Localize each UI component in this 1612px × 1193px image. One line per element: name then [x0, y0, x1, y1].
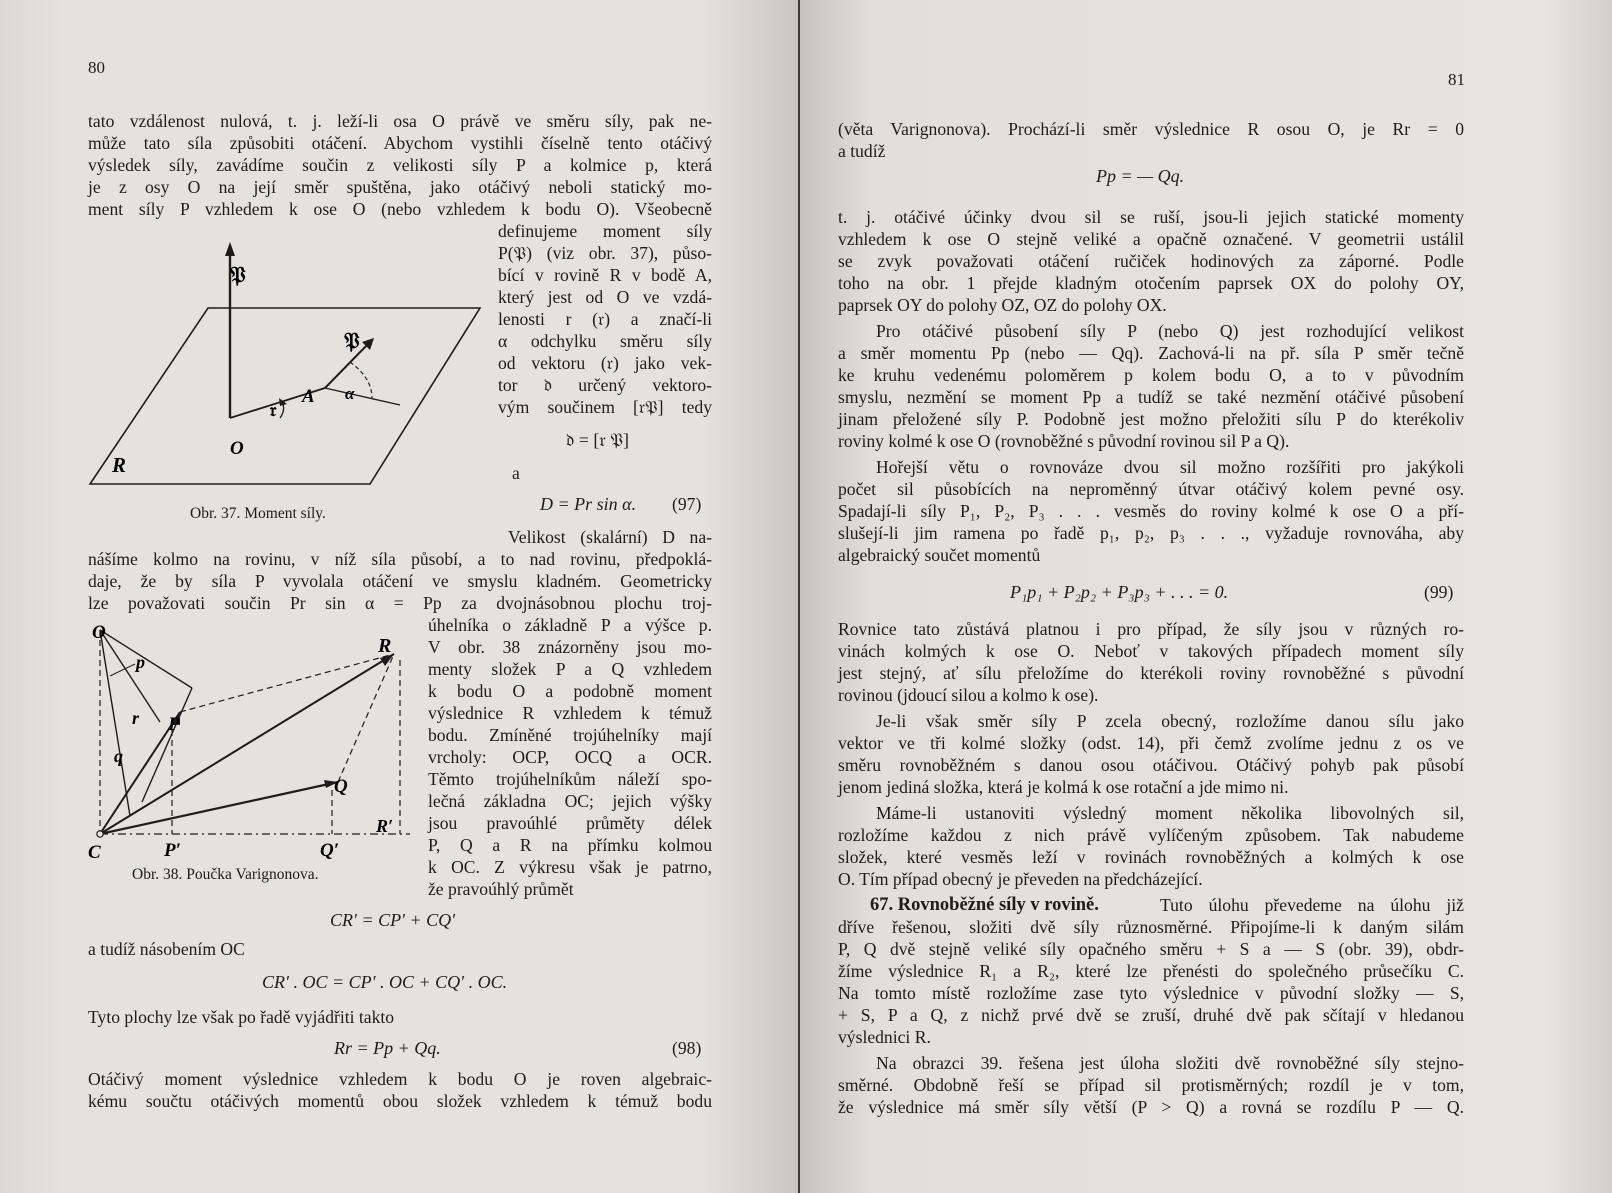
text-line: + S, P a Q, z nichž prvé dvě se zruší, druhé dvě pak sčítají v hledanou	[838, 1005, 1464, 1025]
text-line: lze považovati součin Pr sin α = Pp za dvojnásobnou plochu troj-	[88, 593, 712, 613]
page-number: 80	[88, 58, 105, 77]
equation-99: P₁p₁ + P₂p₂ + P₃p₃ + . . . = 0.	[1010, 582, 1229, 602]
fig38-label: O	[92, 622, 106, 643]
text-line: Na obrazci 39. řešena jest úloha složiti dvě rovnoběžné síly stejno-	[876, 1053, 1464, 1073]
fig37-label: α	[345, 384, 355, 403]
fig37-label: O	[230, 438, 244, 459]
equation-cr: CR′ = CP′ + CQ′	[330, 910, 456, 930]
page-number: 81	[1448, 70, 1465, 89]
text-line: může tato síla způsobiti otáčení. Abychom vystihli číselně tento otáčivý	[88, 133, 712, 153]
text-line: složek, které vesměs leží v rovinách rovnoběžných a kolmých k ose	[838, 847, 1464, 867]
text-line: výslednice R vzhledem k témuž	[428, 703, 712, 723]
text-line: Hořejší větu o rovnováze dvou sil možno rozšířiti pro jakýkoli	[876, 457, 1464, 477]
text-line: definujeme moment síly	[498, 221, 712, 241]
text-line: roviny kolmé k ose O (rovnoběžné s původní rovinou sil P a Q).	[838, 431, 1290, 451]
fig38-label: p	[136, 652, 145, 672]
fig38-label: R	[378, 635, 392, 657]
text-line: vektor ve tři kolmé složky (odst. 14), při čemž zvolíme jednu z os ve	[838, 733, 1464, 753]
fig37-label: A	[302, 386, 315, 407]
text-line: od vektoru (𝔯) jako vek-	[498, 353, 712, 373]
text-line: (věta Varignonova). Prochází-li směr výslednice R osou O, je Rr = 0	[838, 119, 1464, 139]
text-line: tor 𝔡 určený vektoro-	[498, 375, 712, 395]
text-line: a tudíž násobením OC	[88, 939, 245, 959]
text-line: P, Q a R na přímku kolmou	[428, 835, 712, 855]
text-line: slušejí-li jim ramena po řadě p₁, p₂, p₃ . . ., vyžaduje rovnováha, aby	[838, 523, 1464, 543]
text-line: daje, že by síla P vyvolala otáčení ve smyslu kladném. Geometricky	[88, 571, 712, 591]
equation-97: D = Pr sin α.	[540, 494, 637, 514]
fig38-label: Q′	[320, 840, 340, 861]
text-line: Tuto úlohu převedeme na úlohu již	[1160, 895, 1464, 915]
text-line: P(𝔓) (viz obr. 37), půso-	[498, 243, 712, 263]
text-line: V obr. 38 znázorněny jsou mo-	[428, 637, 712, 657]
text-line: jsou pravoúhlé průměty délek	[428, 813, 712, 833]
fig37-label: 𝔓	[230, 262, 246, 287]
text-line: který jest od O ve vzdá-	[498, 287, 712, 307]
text-line: počet sil působících na neproměnný útvar otáčivý kolem pevné osy.	[838, 479, 1464, 499]
fig38-label: P	[168, 714, 180, 735]
fig37-label: 𝔓	[344, 328, 360, 353]
fig37-label: R	[112, 453, 127, 477]
text-line: Těmto trojúhelníkům náleží spo-	[428, 769, 712, 789]
equation-98: Rr = Pp + Qq.	[334, 1038, 441, 1058]
text-line: nášíme kolmo na rovinu, v níž síla působí, a to nad rovinu, předpoklá-	[88, 549, 712, 569]
section-heading: 67. Rovnoběžné síly v rovině.	[870, 895, 1099, 915]
equation-number: (98)	[672, 1038, 702, 1058]
text-line: vzhledem k ose O stejně veliké a opačně označené. V geometrii ustálil	[838, 229, 1464, 249]
figure-37-caption: Obr. 37. Moment síly.	[190, 505, 326, 522]
text-line: k bodu O a podobně moment	[428, 681, 712, 701]
figure-38-varignon-diagram	[80, 616, 420, 868]
equation-number: (97)	[672, 494, 702, 514]
fig38-label: Q	[334, 776, 348, 797]
text-line: jest stejný, ať sílu přeložíme do kterékoli roviny rovnoběžné s původní	[838, 663, 1464, 683]
fig38-label: q	[114, 746, 123, 766]
text-line: bodu. Zmíněné trojúhelníky mají	[428, 725, 712, 745]
text-line: lečná základna OC; jejich výšky	[428, 791, 712, 811]
text-line: rozložíme každou z nich právě vylíčeným způsobem. Tak nabudeme	[838, 825, 1464, 845]
text-line: k OC. Z výkresu však je patrno,	[428, 857, 712, 877]
text-line: Je-li však směr síly P zcela obecný, rozložíme danou sílu jako	[876, 711, 1464, 731]
text-line: žíme výslednice R₁ a R₂, které lze přenésti do společného průsečíku C.	[838, 961, 1464, 981]
text-line: ment síly P vzhledem k ose O (nebo vzhledem k bodu O). Všeobecně	[88, 199, 712, 219]
fig38-label: r	[132, 708, 140, 728]
text-line: výsledek síly, zavádíme součin z velikosti síly P a kolmice p, která	[88, 155, 712, 175]
right-page	[800, 0, 1612, 1193]
text-line: a směr momentu Pp (nebo — Qq). Zachová-li na př. síla P směr tečně	[838, 343, 1464, 363]
text-line: vinách kolmých k ose O. Neboť v takových případech moment síly	[838, 641, 1464, 661]
text-line: t. j. otáčivé účinky dvou sil se ruší, jsou-li jejich statické momenty	[838, 207, 1464, 227]
text-line: toho na obr. 1 přejde kladným otočením paprsek OX do polohy OY,	[838, 273, 1464, 293]
text-line: dříve řešenou, složiti dvě síly různosměrné. Připojíme-li k daným silám	[838, 917, 1464, 937]
text-line: α odchylku směru síly	[498, 331, 712, 351]
text-line: vrcholy: OCP, OCQ a OCR.	[428, 747, 712, 767]
text-line: Spadají-li síly P₁, P₂, P₃ . . . vesměs do roviny kolmé k ose O a pří-	[838, 501, 1464, 521]
text-line: Otáčivý moment výslednice vzhledem k bodu O je roven algebraic-	[88, 1069, 712, 1089]
text-line: Rovnice tato zůstává platnou i pro případ, že síly jsou v různých ro-	[838, 619, 1464, 639]
text-line: a tudíž	[838, 141, 886, 161]
text-line: menty složek P a Q vzhledem	[428, 659, 712, 679]
equation-d: 𝔡 = [𝔯 𝔓]	[566, 430, 630, 450]
text-line: že výslednice má směr síly větší (P > Q) a rovná se rozdílu P — Q.	[838, 1097, 1464, 1117]
text-line: směru rovnoběžném s danou osou otáčivou. Otáčivý pohyb pak působí	[838, 755, 1464, 775]
text-line: jinam přeložené síly P. Podobně jest možno přeložiti sílu P do kterékoliv	[838, 409, 1464, 429]
text-line: je z osy O na její směr spuštěna, jako otáčivý neboli statický mo-	[88, 177, 712, 197]
text-line: P, Q dvě stejně veliké síly opačného směru + S a — S (obr. 39), obdr-	[838, 939, 1464, 959]
equation-area: CR′ . OC = CP′ . OC + CQ′ . OC.	[262, 972, 508, 992]
text-line: jenom jediná složka, která je kolmá k ose rotační a jde mimo ni.	[838, 777, 1289, 797]
text-line: smyslu, nezmění se moment Pp a tudíž se také nezmění otáčivé působení	[838, 387, 1464, 407]
fig38-label: P′	[164, 840, 181, 861]
text-line: úhelníka o základně P a výšce p.	[428, 615, 712, 635]
text-line: výslednici R.	[838, 1027, 931, 1047]
text-line: bící v rovině R v bodě A,	[498, 265, 712, 285]
text-line: ke kruhu vedenému poloměrem p kolem bodu O, a to v původním	[838, 365, 1464, 385]
equation-number: (99)	[1424, 582, 1454, 602]
text-line: že pravoúhlý průmět	[428, 879, 574, 899]
text-line: kému součtu otáčivých momentů obou složek vzhledem k témuž bodu	[88, 1091, 712, 1111]
text-line: tato vzdálenost nulová, t. j. leží-li osa O právě ve směru síly, pak ne-	[88, 111, 712, 131]
text-line: směrné. Obdobně řeší se případ sil protisměrných; rozdíl je v tom,	[838, 1075, 1464, 1095]
left-page	[0, 0, 798, 1193]
text-line: O. Tím případ obecný je převeden na předcházející.	[838, 869, 1203, 889]
fig38-label: C	[88, 842, 101, 863]
text-line: lenosti r (𝔯) a značí-li	[498, 309, 712, 329]
text-line: se zvyk považovati otáčení ručiček hodinových za záporné. Podle	[838, 251, 1464, 271]
text-line: Máme-li ustanoviti výsledný moment několika libovolných sil,	[876, 803, 1464, 823]
text-line: paprsek OY do polohy OZ, OZ do polohy OX.	[838, 295, 1167, 315]
text-line: vým součinem [𝔯𝔓] tedy	[498, 397, 712, 417]
fig37-label: 𝔯	[270, 400, 277, 420]
figure-38-caption: Obr. 38. Poučka Varignonova.	[132, 866, 319, 883]
text-line: Tyto plochy lze však po řadě vyjádřiti takto	[88, 1007, 395, 1027]
text-line: Velikost (skalární) D na-	[508, 527, 712, 547]
fig38-label: R′	[376, 816, 394, 836]
equation-pp: Pp = — Qq.	[1096, 166, 1185, 186]
text-line: algebraický součet momentů	[838, 545, 1041, 565]
text-line: rovinou (jdoucí silou a kolmo k ose).	[838, 685, 1099, 705]
text-line: a	[512, 463, 520, 483]
text-line: Na tomto místě rozložíme zase tyto výslednice v původní složky — S,	[838, 983, 1464, 1003]
text-line: Pro otáčivé působení síly P (nebo Q) jest rozhodující velikost	[876, 321, 1464, 341]
figure-37-moment-diagram	[80, 238, 490, 500]
